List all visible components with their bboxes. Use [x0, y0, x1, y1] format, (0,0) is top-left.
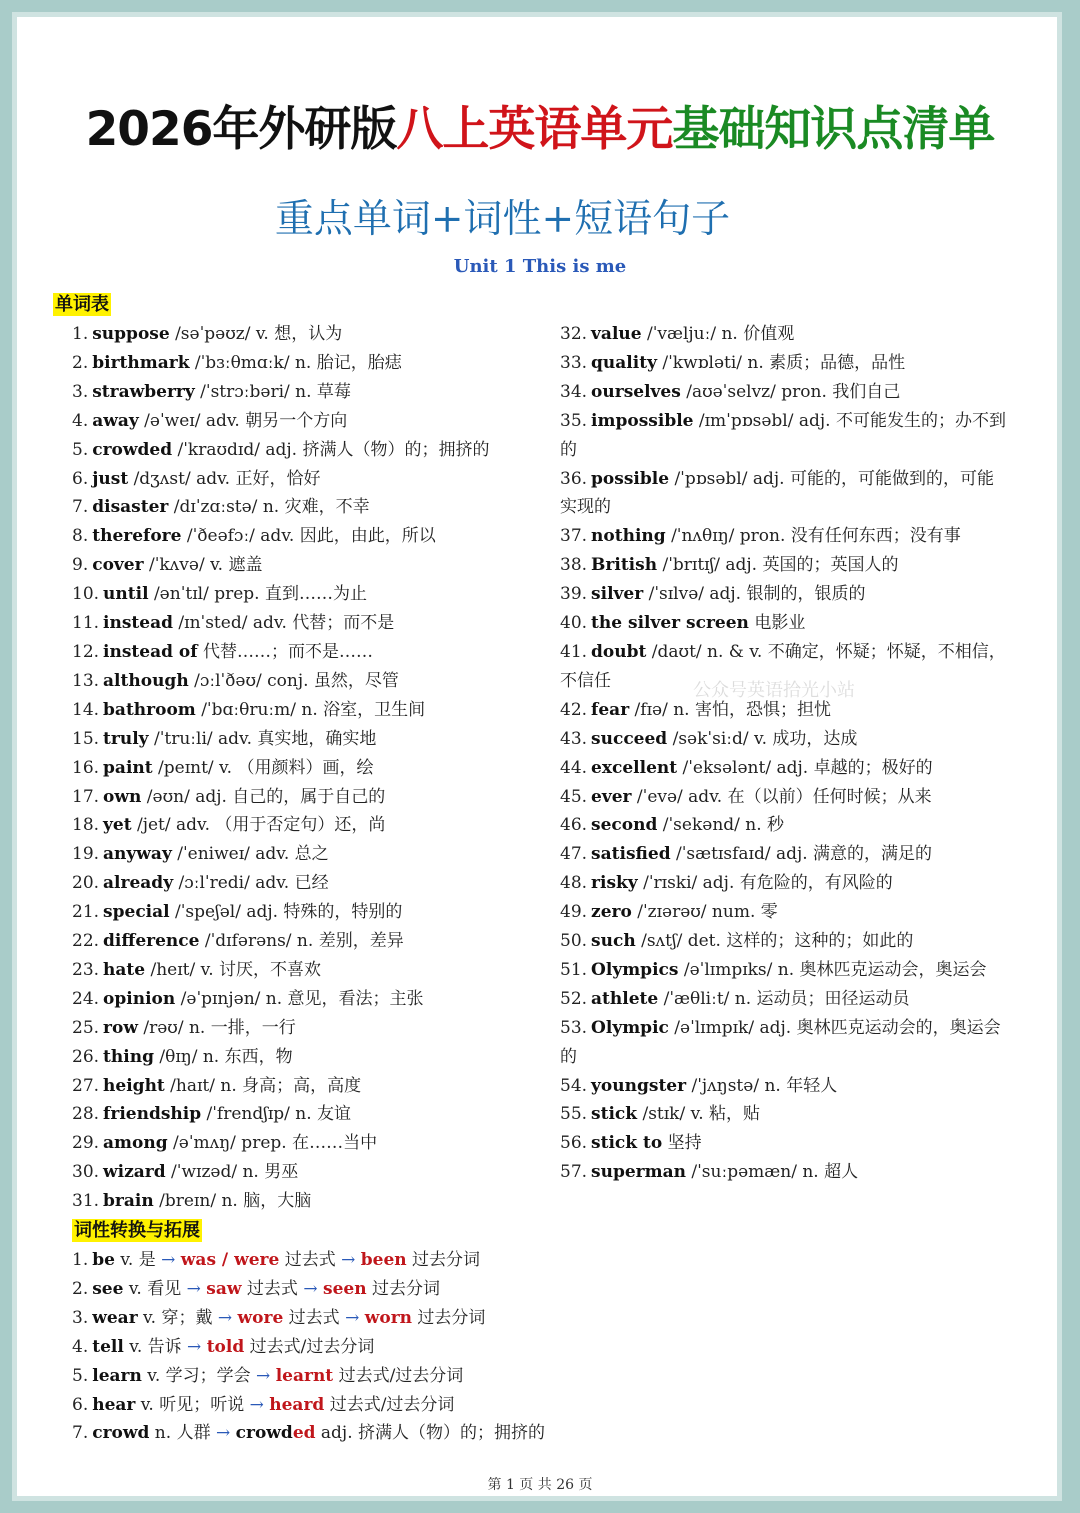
- vocab-item: 25. row /rəʊ/ n. 一排，一行: [72, 1017, 296, 1038]
- vocab-item: 13. although /ɔːlˈðəʊ/ conj. 虽然，尽管: [72, 670, 399, 691]
- vocab-item: 24. opinion /əˈpɪnjən/ n. 意见，看法；主张: [72, 988, 424, 1009]
- vocab-item: 11. instead /ɪnˈsted/ adv. 代替；而不是: [72, 613, 395, 634]
- conversion-item: 3. wear v. 穿；戴 → wore 过去式 → worn 过去分词: [72, 1307, 486, 1328]
- vocab-item: 8. therefore /ˈðeəfɔː/ adv. 因此，由此，所以: [72, 526, 436, 547]
- vocab-item: 55. stick /stɪk/ v. 粘，贴: [560, 1104, 761, 1125]
- vocab-item: 34. ourselves /aʊəˈselvz/ pron. 我们自己: [560, 381, 901, 402]
- vocab-item: 1. suppose /səˈpəʊz/ v. 想，认为: [72, 324, 343, 344]
- vocab-item: 47. satisfied /ˈsætɪsfaɪd/ adj. 满意的，满足的: [560, 844, 933, 865]
- conversion-item: 1. be v. 是 → was / were 过去式 → been 过去分词: [72, 1250, 481, 1270]
- vocab-item: 4. away /əˈweɪ/ adv. 朝另一个方向: [72, 410, 348, 431]
- arrow-icon: →: [161, 1250, 176, 1270]
- vocab-item: 20. already /ɔːlˈredi/ adv. 已经: [72, 873, 329, 894]
- vocab-item: 30. wizard /ˈwɪzəd/ n. 男巫: [72, 1162, 299, 1183]
- page-footer: 第 1 页 共 26 页: [487, 1477, 593, 1493]
- vocab-item: 23. hate /heɪt/ v. 讨厌，不喜欢: [72, 959, 322, 980]
- vocab-item: 44. excellent /ˈeksələnt/ adj. 卓越的；极好的: [560, 757, 933, 778]
- vocab-item: 38. British /ˈbrɪtɪʃ/ adj. 英国的；英国人的: [560, 555, 899, 576]
- vocab-item: 17. own /əʊn/ adj. 自己的，属于自己的: [72, 786, 386, 807]
- arrow-icon: →: [256, 1365, 271, 1386]
- vocab-item: 40. the silver screen 电影业: [560, 613, 806, 634]
- vocab-item: 41. doubt /daʊt/ n. & v. 不确定，怀疑；怀疑，不相信，不信任: [560, 641, 1006, 691]
- unit-heading: Unit 1 This is me: [453, 256, 627, 277]
- arrow-icon: →: [341, 1250, 356, 1270]
- vocab-item: 31. brain /breɪn/ n. 脑，大脑: [72, 1191, 312, 1212]
- vocab-item: 32. value /ˈvæljuː/ n. 价值观: [560, 324, 795, 344]
- vocab-item: 2. birthmark /ˈbɜːθmɑːk/ n. 胎记，胎痣: [72, 352, 402, 373]
- page-title: [0, 92, 1080, 159]
- conversion-item: 6. hear v. 听见；听说 → heard 过去式/过去分词: [72, 1394, 455, 1415]
- arrow-icon: →: [186, 1278, 201, 1299]
- title-part-1: 2026年外研版: [85, 102, 397, 157]
- vocab-item: 33. quality /ˈkwɒləti/ n. 素质；品德，品性: [560, 352, 906, 373]
- vocab-item: 28. friendship /ˈfrendʃɪp/ n. 友谊: [72, 1104, 352, 1125]
- vocab-column-left: [72, 320, 542, 1216]
- conversion-item: 7. crowd n. 人群 → crowded adj. 挤满人（物）的；拥挤的: [72, 1423, 546, 1444]
- vocab-item: 52. athlete /ˈæθliːt/ n. 运动员；田径运动员: [560, 988, 910, 1009]
- arrow-icon: →: [217, 1307, 233, 1328]
- arrow-icon: →: [187, 1336, 202, 1357]
- vocab-item: 16. paint /peɪnt/ v. （用颜料）画，绘: [72, 757, 374, 778]
- conversion-list: [72, 1246, 632, 1448]
- vocab-item: 48. risky /ˈrɪski/ adj. 有危险的，有风险的: [560, 873, 893, 894]
- vocab-item: 10. until /ənˈtɪl/ prep. 直到……为止: [72, 584, 367, 605]
- vocab-item: 53. Olympic /əˈlɪmpɪk/ adj. 奥林匹克运动会的，奥运会的: [560, 1017, 1001, 1067]
- arrow-icon: →: [249, 1394, 264, 1415]
- vocab-item: 12. instead of 代替……；而不是……: [72, 641, 373, 662]
- title-part-3: 基础知识点清单: [672, 102, 995, 157]
- vocab-item: 42. fear /fɪə/ n. 害怕，恐惧；担忧: [560, 699, 831, 720]
- vocab-item: 3. strawberry /ˈstrɔːbəri/ n. 草莓: [72, 381, 351, 402]
- vocab-item: 35. impossible /ɪmˈpɒsəbl/ adj. 不可能发生的；办不到的: [560, 410, 1006, 460]
- vocab-item: 14. bathroom /ˈbɑːθruːm/ n. 浴室，卫生间: [72, 699, 426, 720]
- vocab-item: 51. Olympics /əˈlɪmpɪks/ n. 奥林匹克运动会，奥运会: [560, 959, 987, 980]
- vocab-item: 15. truly /ˈtruːli/ adv. 真实地，确实地: [72, 728, 377, 749]
- vocab-item: 39. silver /ˈsɪlvə/ adj. 银制的，银质的: [560, 584, 866, 605]
- section-vocabulary-label: 单词表: [55, 294, 109, 315]
- vocab-item: 27. height /haɪt/ n. 身高；高，高度: [72, 1075, 362, 1096]
- conversion-item: 4. tell v. 告诉 → told 过去式/过去分词: [72, 1336, 375, 1357]
- vocab-item: 43. succeed /səkˈsiːd/ v. 成功，达成: [560, 728, 858, 749]
- arrow-icon: →: [345, 1307, 360, 1328]
- vocab-item: 45. ever /ˈevə/ adv. 在（以前）任何时候；从来: [560, 786, 932, 807]
- vocab-item: 49. zero /ˈzɪərəʊ/ num. 零: [560, 902, 778, 923]
- vocab-item: 22. difference /ˈdɪfərəns/ n. 差别，差异: [72, 931, 404, 952]
- vocab-column-right: [560, 320, 1010, 1187]
- vocab-item: 9. cover /ˈkʌvə/ v. 遮盖: [72, 555, 263, 576]
- vocab-item: 18. yet /jet/ adv. （用于否定句）还，尚: [72, 815, 386, 836]
- conversion-item: 2. see v. 看见 → saw 过去式 → seen 过去分词: [72, 1278, 440, 1299]
- vocab-item: 46. second /ˈsekənd/ n. 秒: [560, 815, 785, 836]
- section-conversion-label: 词性转换与拓展: [74, 1220, 200, 1241]
- vocab-item: 6. just /dʒʌst/ adv. 正好，恰好: [72, 468, 321, 489]
- vocab-item: 37. nothing /ˈnʌθɪŋ/ pron. 没有任何东西；没有事: [560, 526, 961, 547]
- vocab-item: 54. youngster /ˈjʌŋstə/ n. 年轻人: [560, 1075, 838, 1096]
- title-part-2: 八上英语单元: [396, 102, 673, 157]
- vocab-item: 36. possible /ˈpɒsəbl/ adj. 可能的，可能做到的，可能实现的: [560, 468, 994, 518]
- vocab-item: 57. superman /ˈsuːpəmæn/ n. 超人: [560, 1162, 859, 1183]
- vocab-item: 5. crowded /ˈkraʊdɪd/ adj. 挤满人（物）的；拥挤的: [72, 439, 490, 460]
- vocab-item: 19. anyway /ˈeniweɪ/ adv. 总之: [72, 844, 329, 865]
- watermark-text: 公众号英语拾光小站: [693, 680, 855, 701]
- vocab-item: 21. special /ˈspeʃəl/ adj. 特殊的，特别的: [72, 902, 403, 923]
- vocab-item: 56. stick to 坚持: [560, 1133, 702, 1154]
- vocab-item: 7. disaster /dɪˈzɑːstə/ n. 灾难，不幸: [72, 497, 370, 518]
- page-subtitle: 重点单词+词性+短语句子: [274, 197, 731, 242]
- vocab-item: 29. among /əˈmʌŋ/ prep. 在……当中: [72, 1133, 378, 1154]
- arrow-icon: →: [303, 1278, 318, 1299]
- vocab-item: 26. thing /θɪŋ/ n. 东西，物: [72, 1046, 293, 1067]
- vocab-item: 50. such /sʌtʃ/ det. 这样的；这种的；如此的: [560, 931, 914, 952]
- conversion-item: 5. learn v. 学习；学会 → learnt 过去式/过去分词: [72, 1365, 464, 1386]
- arrow-icon: →: [215, 1423, 231, 1444]
